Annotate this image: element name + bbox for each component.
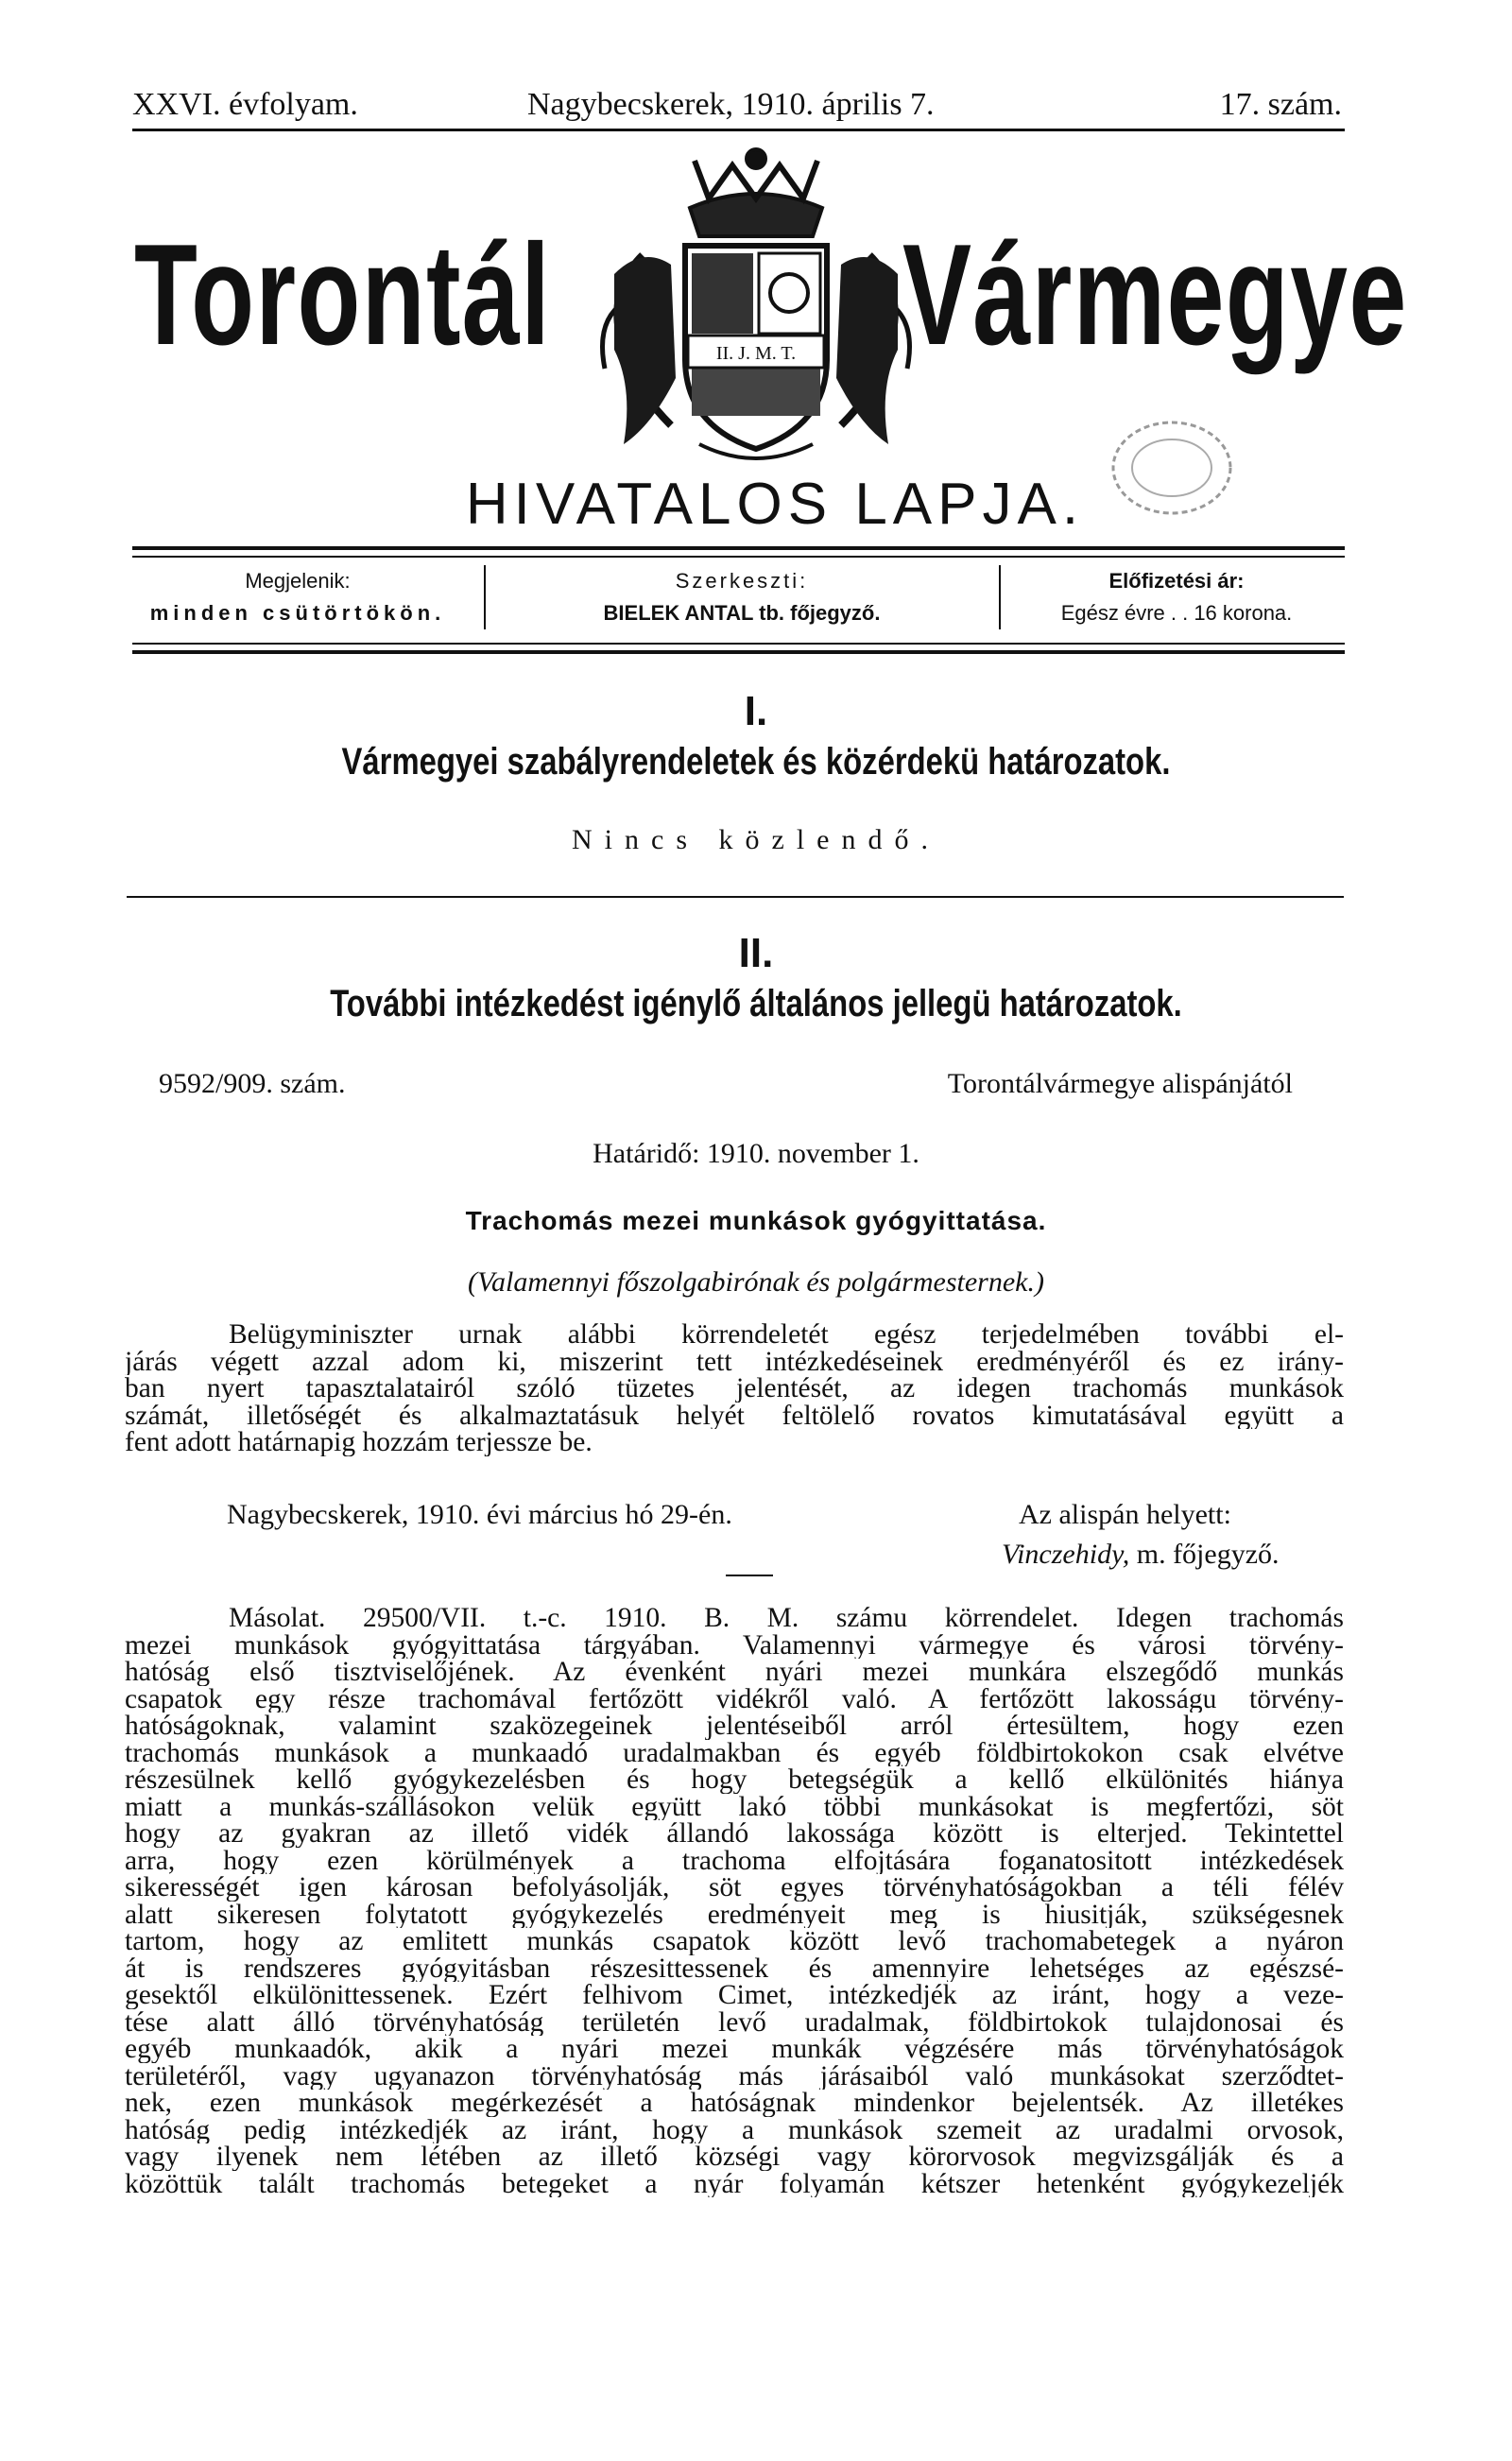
text-line: gesektől elkülönittessenek. Ezért felhivom Cimet, intézkedjék az iránt, hogy a veze- [125, 1982, 1344, 2009]
text-line: arra, hogy ezen körülmények a trachoma elfojtására foganatositott intézkedések [125, 1847, 1344, 1874]
info-rule-top-thin [132, 556, 1345, 558]
signature-place-date: Nagybecskerek, 1910. évi március hó 29-én. [227, 1499, 732, 1530]
reference-number: 9592/909. szám. [159, 1068, 346, 1099]
text-line: sikerességét igen károsan befolyásolják, söt egyes törvényhatóságokban a téli félév [125, 1874, 1344, 1902]
signature-title: m. főjegyző. [1136, 1539, 1280, 1570]
header-rule [132, 129, 1345, 131]
signature-role: Az alispán helyett: [1019, 1499, 1231, 1530]
text-line: tartom, hogy az emlitett munkás csapatok között levő trachomabetegek a nyáron [125, 1928, 1344, 1955]
info-divider-2 [999, 565, 1001, 629]
info-rule-top [132, 546, 1345, 550]
text-line: közöttük talált trachomás betegeket a nyár folyamán kétszer hetenként gyógykezeljék [125, 2170, 1344, 2197]
text-line: egyéb munkaadók, akik a nyári mezei munkák végzésére más törvényhatóságok [125, 2036, 1344, 2063]
text-line: tése alatt álló törvényhatóság területén levő uradalmak, földbirtokok tulajdonosai és [125, 2008, 1344, 2036]
text-line: ban nyert tapasztalatairól szóló tüzetes jelentését, az idegen trachomás munkások [125, 1375, 1344, 1403]
place-date: Nagybecskerek, 1910. április 7. [527, 87, 935, 122]
masthead-title-right: Vármegye [902, 215, 1408, 375]
text-line: járás végett azzal adom ki, miszerint tett intézkedéseinek eredményéről és ez irány- [125, 1348, 1344, 1375]
text-line: hatóságoknak, valamint szaközegeinek jelentéseiből arról értesültem, hogy ezen [125, 1712, 1344, 1740]
signature-block [1002, 1539, 1280, 1571]
info-price [1016, 569, 1337, 626]
signature-name: Vinczehidy, [1002, 1539, 1130, 1570]
text-line: hatóság első tisztviselőjének. Az évenként nyári mezei munkára elszegődő munkás [125, 1659, 1344, 1686]
crest-initials: II. J. M. T. [715, 343, 797, 364]
volume-label: XXVI. évfolyam. [132, 87, 358, 122]
price-label: Előfizetési ár: [1108, 569, 1245, 593]
text-line: miatt a munkás-szállásokon velük együtt lakó többi munkásokat is megfertőzi, söt [125, 1793, 1344, 1820]
editor-label: Szerkeszti: [675, 569, 809, 593]
text-line: hatóság pedig intézkedjék az iránt, hogy a munkások szemeit az uradalmi orvosok, [125, 2116, 1344, 2143]
text-line: részesülnek kellő gyógykezelésben és hogy betegségük a kellő elkülönités hiánya [125, 1766, 1344, 1794]
text-line: mezei munkások gyógyittatása tárgyában. Valamennyi vármegye és városi törvény- [125, 1631, 1344, 1659]
section-1-number: I. [744, 688, 768, 734]
issue-number: 17. szám. [1219, 87, 1342, 122]
text-line: vagy ilyenek nem létében az illető községi vagy körorvosok megvizsgálják és a [125, 2143, 1344, 2171]
appears-value: minden csütörtökön. [149, 601, 446, 625]
text-line: át is rendszeres gyógyitásban részesittessenek és amennyire lehetséges az egészsé- [125, 1954, 1344, 1982]
info-appears [132, 569, 463, 626]
section-2-number: II. [738, 930, 774, 976]
masthead-subtitle: HIVATALOS LAPJA. [465, 472, 1085, 537]
reference-issuer: Torontálvármegye alispánjától [947, 1068, 1293, 1099]
info-divider-1 [484, 565, 486, 629]
text-line: számát, illetőségét és alkalmaztatásuk helyét feltölelő rovatos kimutatásával együtt a [125, 1402, 1344, 1429]
text-line: fent adott határnapig hozzám terjessze be. [125, 1429, 593, 1456]
info-rule-bottom [132, 643, 1345, 645]
section-1-note: Nincs közlendő. [572, 824, 940, 855]
text-line: hogy az gyakran az illető vidék állandó lakossága között is elterjed. Tekintettel [125, 1820, 1344, 1848]
text-line: területéről, vagy ugyanazon törvényhatóság más járásaiból való munkásokat szerződtet- [125, 2062, 1344, 2090]
coat-of-arms-icon [586, 142, 926, 463]
short-divider [726, 1575, 773, 1576]
text-line: Belügyminiszter urnak alábbi körrendeletét egész terjedelmében további el- [229, 1321, 1344, 1349]
editor-value: BIELEK ANTAL tb. főjegyző. [603, 601, 881, 625]
article-title: Trachomás mezei munkások gyógyittatása. [465, 1206, 1047, 1235]
deadline: Határidő: 1910. november 1. [593, 1138, 919, 1169]
masthead-title-left: Torontál [134, 215, 552, 375]
info-editor [510, 569, 973, 626]
text-line: alatt sikeresen folytatott gyógykezelés eredményeit meg is hiusitják, szükségesnek [125, 1901, 1344, 1928]
text-line: nek, ezen munkások megérkezését a hatóságnak mindenkor bejelentsék. Az illetékes [125, 2090, 1344, 2117]
info-rule-bottom-thick [132, 650, 1345, 654]
article-addressee: (Valamennyi főszolgabirónak és polgármesternek.) [468, 1266, 1044, 1298]
issue-header [132, 87, 1342, 125]
section-divider [127, 896, 1344, 898]
section-2-heading: További intézkedést igénylő általános jellegü határozatok. [330, 983, 1182, 1024]
text-line: trachomás munkások a munkaadó uradalmakban és egyéb földbirtokokon csak elvétve [125, 1739, 1344, 1766]
paragraph-circular-intro [125, 1321, 1344, 1456]
text-line: Másolat. 29500/VII. t.-c. 1910. B. M. számu körrendelet. Idegen trachomás [229, 1605, 1344, 1632]
text-line: csapatok egy része trachomával fertőzött vidékről való. A fertőzött lakosságu törvény- [125, 1685, 1344, 1712]
paragraph-ministerial-circular [125, 1605, 1344, 2197]
appears-label: Megjelenik: [245, 569, 351, 593]
price-value: Egész évre . . 16 korona. [1060, 601, 1293, 625]
section-1-heading: Vármegyei szabályrendeletek és közérdekü határozatok. [341, 741, 1171, 783]
